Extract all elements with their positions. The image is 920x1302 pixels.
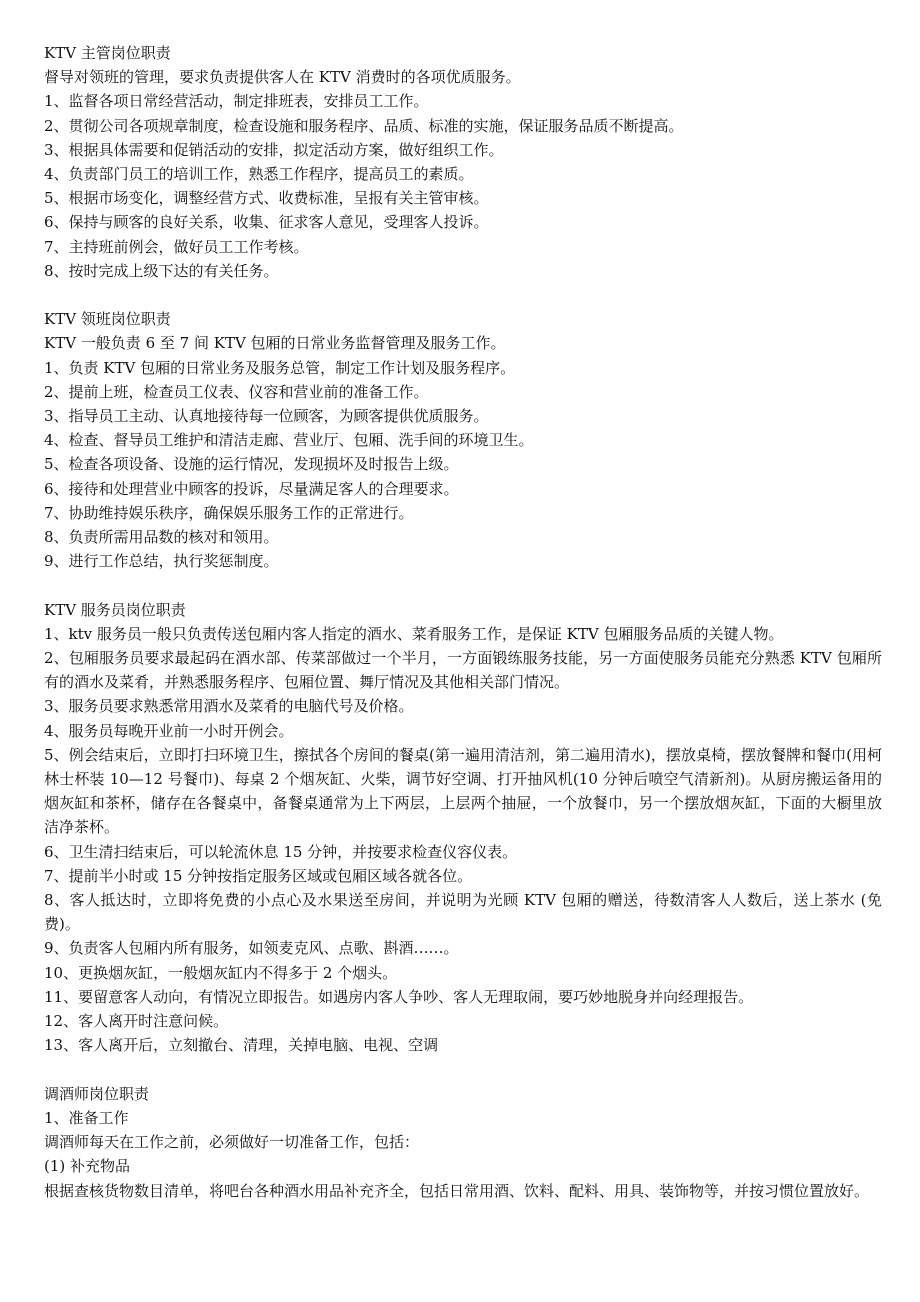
duty-item: 5、检查各项设备、设施的运行情况，发现损坏及时报告上级。 — [44, 455, 459, 474]
duty-item: 6、保持与顾客的良好关系，收集、征求客人意见，受理客人投诉。 — [44, 213, 489, 232]
section-title-bartender: 调酒师岗位职责 — [44, 1084, 150, 1103]
duty-item: 1、监督各项日常经营活动，制定排班表，安排员工工作。 — [44, 92, 429, 111]
duty-item: 5、例会结束后，立即打扫环境卫生，擦拭各个房间的餐桌(第一遍用清洁剂，第二遍用清水)，摆放桌椅，摆放餐牌和餐巾(用柯林士杯装 10—12 号餐巾)、每桌 2 个烟灰缸、火柴，调节好空调、打开抽风机(10 分钟后喷空气清新剂)。从厨房搬运备用的烟灰缸和茶杯，储存在各餐桌中，备餐桌通常为上下两层，上层两个抽屉，一个放餐巾，另一个摆放烟灰缸，下面的大橱里放洁净茶杯。 — [44, 745, 882, 837]
duty-item: 11、要留意客人动向，有情况立即报告。如遇房内客人争吵、客人无理取闹，要巧妙地脱身并向经理报告。 — [44, 987, 754, 1006]
duty-item: 9、负责客人包厢内所有服务，如领麦克风、点歌、斟酒……。 — [44, 939, 459, 958]
blank-line — [44, 1058, 882, 1082]
duty-item: 3、指导员工主动、认真地接待每一位顾客，为顾客提供优质服务。 — [44, 407, 489, 426]
duty-item: 6、接待和处理营业中顾客的投诉，尽量满足客人的合理要求。 — [44, 479, 459, 498]
duty-item: 3、根据具体需要和促销活动的安排，拟定活动方案，做好组织工作。 — [44, 140, 504, 159]
duty-item: 2、包厢服务员要求最起码在酒水部、传菜部做过一个半月，一方面锻练服务技能，另一方面使服务员能充分熟悉 KTV 包厢所有的酒水及菜肴，并熟悉服务程序、包厢位置、舞厅情况及其他相关部门情况。 — [44, 649, 882, 692]
duty-item: 8、按时完成上级下达的有关任务。 — [44, 261, 279, 280]
duty-item: 7、协助维持娱乐秩序，确保娱乐服务工作的正常进行。 — [44, 503, 414, 522]
text-line: 督导对领班的管理，要求负责提供客人在 KTV 消费时的各项优质服务。 — [44, 68, 521, 87]
text-line: KTV 一般负责 6 至 7 间 KTV 包厢的日常业务监督管理及服务工作。 — [44, 334, 506, 353]
text-line: 根据查核货物数目清单，将吧台各种酒水用品补充齐全，包括日常用酒、饮料、配料、用具、装饰物等，并按习惯位置放好。 — [44, 1181, 870, 1200]
section-title-supervisor: KTV 主管岗位职责 — [44, 44, 171, 62]
duty-item: 3、服务员要求熟悉常用酒水及菜肴的电脑代号及价格。 — [44, 697, 414, 716]
duty-item: 13、客人离开后，立刻撤台、清理，关掉电脑、电视、空调 — [44, 1036, 439, 1055]
duty-item: 1、准备工作 — [44, 1108, 129, 1127]
duty-item: 6、卫生清扫结束后，可以轮流休息 15 分钟，并按要求检查仪容仪表。 — [44, 842, 518, 861]
text-line: 调酒师每天在工作之前，必须做好一切准备工作，包括： — [44, 1133, 420, 1152]
duty-item: 1、ktv 服务员一般只负责传送包厢内客人指定的酒水、菜肴服务工作，是保证 KTV 包厢服务品质的关键人物。 — [44, 624, 784, 643]
duty-item: 2、贯彻公司各项规章制度，检查设施和服务程序、品质、标准的实施，保证服务品质不断提高。 — [44, 116, 684, 135]
section-title-team-leader: KTV 领班岗位职责 — [44, 310, 171, 329]
duty-item: 7、提前半小时或 15 分钟按指定服务区域或包厢区域各就各位。 — [44, 866, 473, 885]
duty-item: 8、负责所需用品数的核对和领用。 — [44, 528, 279, 547]
document-body — [44, 41, 882, 1203]
duty-item: 4、检查、督导员工维护和清洁走廊、营业厅、包厢、洗手间的环境卫生。 — [44, 431, 534, 450]
blank-line — [44, 573, 882, 597]
duty-item: 4、服务员每晚开业前一小时开例会。 — [44, 721, 294, 740]
section-title-waiter: KTV 服务员岗位职责 — [44, 600, 186, 619]
duty-item: 4、负责部门员工的培训工作，熟悉工作程序，提高员工的素质。 — [44, 165, 474, 184]
duty-item: 12、客人离开时注意问候。 — [44, 1012, 229, 1031]
duty-item: 8、客人抵达时，立即将免费的小点心及水果送至房间，并说明为光顾 KTV 包厢的赠送，待数清客人人数后，送上茶水 (免费)。 — [44, 891, 882, 934]
duty-item: 5、根据市场变化，调整经营方式、收费标准，呈报有关主管审核。 — [44, 189, 489, 208]
duty-item: 2、提前上班，检查员工仪表、仪容和营业前的准备工作。 — [44, 382, 429, 401]
duty-item: 7、主持班前例会，做好员工工作考核。 — [44, 237, 309, 256]
duty-item: 9、进行工作总结，执行奖惩制度。 — [44, 552, 279, 571]
sub-item: (1) 补充物品 — [44, 1157, 131, 1176]
duty-item: 10、更换烟灰缸，一般烟灰缸内不得多于 2 个烟头。 — [44, 963, 398, 982]
blank-line — [44, 283, 882, 307]
duty-item: 1、负责 KTV 包厢的日常业务及服务总管，制定工作计划及服务程序。 — [44, 358, 516, 377]
